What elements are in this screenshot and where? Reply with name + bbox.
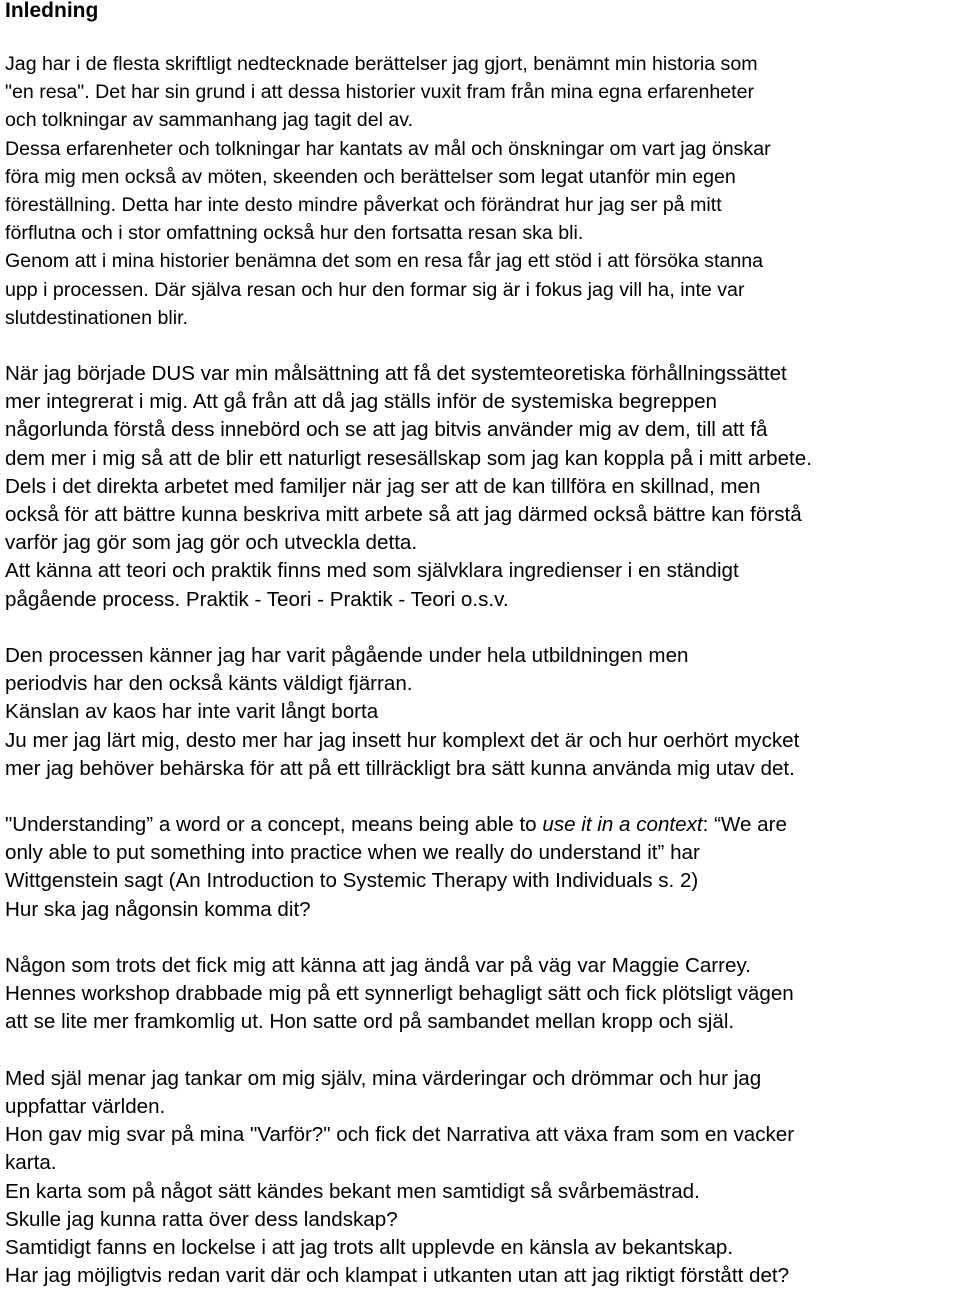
text-line: Dessa erfarenheter och tolkningar har kantats av mål och önskningar om vart jag önskar — [5, 137, 771, 160]
paragraph-4-quote — [5, 811, 955, 924]
text-line: Hennes workshop drabbade mig på ett synnerligt behagligt sätt och fick plötsligt vägen — [5, 982, 794, 1006]
text-line: periodvis har den också känts väldigt fjärran. — [5, 672, 413, 696]
paragraph-3 — [5, 642, 955, 783]
text-line: Hon gav mig svar på mina "Varför?" och fick det Narrativa att växa fram som en vacker — [5, 1123, 795, 1147]
text-line: någorlunda förstå dess innebörd och se att jag bitvis använder mig av dem, till att få — [5, 418, 768, 442]
document-page — [5, 0, 955, 1290]
text-line: uppfattar världen. — [5, 1094, 166, 1118]
text-line: föreställning. Detta har inte desto mindre påverkat och förändrat hur jag ser på mitt — [5, 193, 722, 216]
text-line: Dels i det direkta arbetet med familjer när jag ser att de kan tillföra en skillnad, men — [5, 474, 761, 498]
text-line: Med själ menar jag tankar om mig själv, mina värderingar och drömmar och hur jag — [5, 1066, 762, 1090]
text-line: En karta som på något sätt kändes bekant men samtidigt så svårbemästrad. — [5, 1179, 700, 1203]
text-line: När jag började DUS var min målsättning att få det systemteoretiska förhållningssättet — [5, 362, 787, 386]
text-line: slutdestinationen blir. — [5, 306, 188, 329]
text-line: karta. — [5, 1151, 57, 1175]
text-line: "en resa". Det har sin grund i att dessa historier vuxit fram från mina egna erfarenheter — [5, 81, 755, 104]
spacer — [5, 783, 955, 811]
paragraph-6 — [5, 1065, 955, 1290]
spacer — [5, 22, 955, 50]
text-line: föra mig men också av möten, skeenden och berättelser som legat utanför min egen — [5, 165, 736, 188]
paragraph-2 — [5, 360, 955, 614]
text-line: Hur ska jag någonsin komma dit? — [5, 897, 311, 921]
text-line: och tolkningar av sammanhang jag tagit del av. — [5, 109, 414, 132]
text-line: Genom att i mina historier benämna det som en resa får jag ett stöd i att försöka stanna — [5, 250, 764, 273]
text-line: only able to put something into practice when we really do understand it” har — [5, 841, 700, 865]
text-line: Känslan av kaos har inte varit långt borta — [5, 700, 379, 724]
spacer — [5, 1037, 955, 1065]
text-line: Att känna att teori och praktik finns med som självklara ingredienser i en ständigt — [5, 559, 739, 583]
text-line: mer jag behöver behärska för att på ett tillräckligt bra sätt kunna använda mig utav det. — [5, 756, 795, 780]
spacer — [5, 924, 955, 952]
quote-emphasis: use it in a context — [542, 813, 703, 837]
quote-text: "Understanding” a word or a concept, means being able to — [5, 813, 543, 837]
spacer — [5, 614, 955, 642]
text-line: varför jag gör som jag gör och utveckla detta. — [5, 531, 418, 555]
spacer — [5, 332, 955, 360]
paragraph-1 — [5, 50, 955, 332]
text-line: Jag har i de flesta skriftligt nedtecknade berättelser jag gjort, benämnt min historia som — [5, 53, 758, 75]
text-line: Någon som trots det fick mig att känna att jag ändå var på väg var Maggie Carrey. — [5, 954, 751, 977]
text-line: att se lite mer framkomlig ut. Hon satte ord på sambandet mellan kropp och själ. — [5, 1010, 735, 1034]
text-line: förflutna och i stor omfattning också hur den fortsatta resan ska bli. — [5, 222, 584, 245]
text-line: Den processen känner jag har varit pågående under hela utbildningen men — [5, 643, 689, 667]
text-line: dem mer i mig så att de blir ett naturligt resesällskap som jag kan koppla på i mitt arbete. — [5, 446, 812, 470]
paragraph-5 — [5, 952, 955, 1037]
text-line: Ju mer jag lärt mig, desto mer har jag insett hur komplext det är och hur oerhört mycket — [5, 728, 800, 752]
text-line: upp i processen. Där själva resan och hur den formar sig är i fokus jag vill ha, inte var — [5, 278, 745, 301]
text-line: mer integrerat i mig. Att gå från att då jag ställs inför de systemiska begreppen — [5, 390, 717, 414]
text-line: Skulle jag kunna ratta över dess landskap? — [5, 1207, 398, 1231]
text-line: Har jag möjligtvis redan varit där och klampat i utkanten utan att jag riktigt förstått det? — [5, 1264, 790, 1288]
text-line: Wittgenstein sagt (An Introduction to Systemic Therapy with Individuals s. 2) — [5, 869, 699, 893]
quote-line — [5, 811, 955, 839]
text-line: pågående process. Praktik - Teori - Praktik - Teori o.s.v. — [5, 587, 509, 611]
text-line: också för att bättre kunna beskriva mitt arbete så att jag därmed också bättre kan förstå — [5, 503, 802, 526]
text-line: Samtidigt fanns en lockelse i att jag trots allt upplevde en känsla av bekantskap. — [5, 1235, 734, 1259]
section-heading: Inledning — [5, 0, 99, 22]
quote-text: : “We are — [702, 813, 787, 837]
